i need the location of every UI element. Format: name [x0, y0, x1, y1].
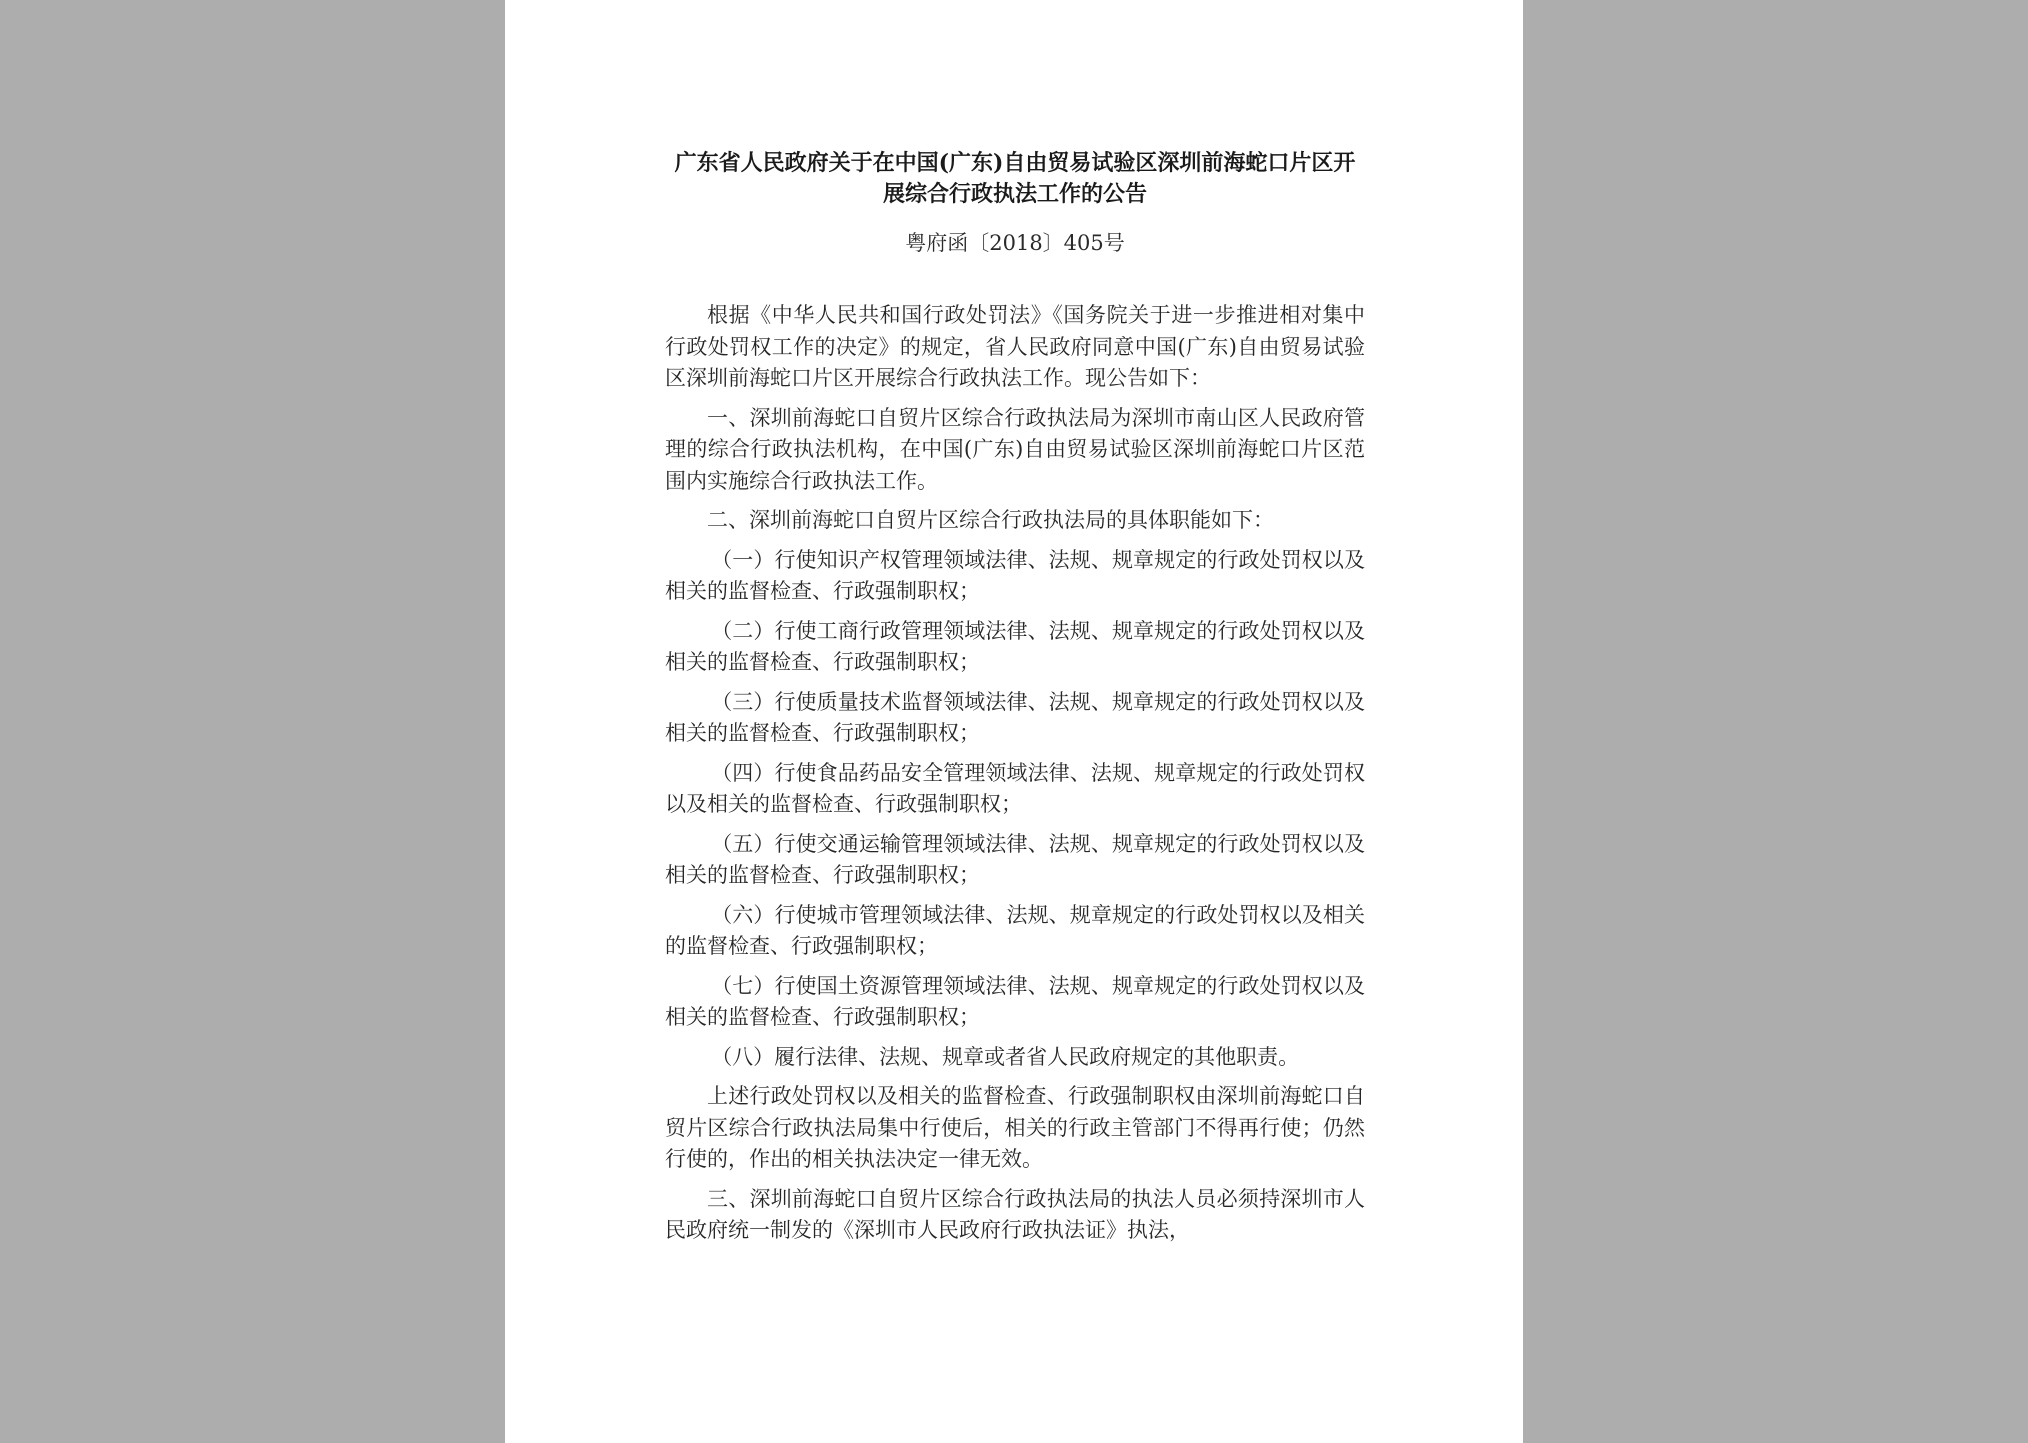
paragraph-item-7: （七）行使国土资源管理领域法律、法规、规章规定的行政处罚权以及相关的监督检查、行政强制职权； — [665, 973, 1365, 1029]
document-number: 粤府函〔2018〕405号 — [905, 231, 1125, 255]
paragraph-item-1: （一）行使知识产权管理领域法律、法规、规章规定的行政处罚权以及相关的监督检查、行政强制职权； — [665, 547, 1365, 603]
paragraph-item-4: （四）行使食品药品安全管理领域法律、法规、规章规定的行政处罚权以及相关的监督检查、行政强制职权； — [665, 760, 1365, 816]
paragraph-item-3: （三）行使质量技术监督领域法律、法规、规章规定的行政处罚权以及相关的监督检查、行政强制职权； — [665, 689, 1365, 745]
paragraph-section-3: 三、深圳前海蛇口自贸片区综合行政执法局的执法人员必须持深圳市人民政府统一制发的《深圳市人民政府行政执法证》执法， — [665, 1186, 1365, 1242]
paragraph-section-2: 二、深圳前海蛇口自贸片区综合行政执法局的具体职能如下： — [707, 508, 1274, 532]
paragraph-preamble: 根据《中华人民共和国行政处罚法》《国务院关于进一步推进相对集中行政处罚权工作的决定》的规定，省人民政府同意中国(广东)自由贸易试验区深圳前海蛇口片区开展综合行政执法工作。现公告如下： — [665, 303, 1365, 390]
document-body — [665, 300, 1365, 1247]
document-content — [665, 148, 1365, 1247]
paragraph-section-1: 一、深圳前海蛇口自贸片区综合行政执法局为深圳市南山区人民政府管理的综合行政执法机构，在中国(广东)自由贸易试验区深圳前海蛇口片区范围内实施综合行政执法工作。 — [665, 405, 1365, 493]
paragraph-item-5: （五）行使交通运输管理领域法律、法规、规章规定的行政处罚权以及相关的监督检查、行政强制职权； — [665, 831, 1365, 887]
paragraph-item-2: （二）行使工商行政管理领域法律、法规、规章规定的行政处罚权以及相关的监督检查、行政强制职权； — [665, 618, 1365, 674]
document-title: 广东省人民政府关于在中国(广东)自由贸易试验区深圳前海蛇口片区开展综合行政执法工作的公告 — [674, 150, 1356, 207]
paragraph-item-6: （六）行使城市管理领域法律、法规、规章规定的行政处罚权以及相关的监督检查、行政强制职权； — [665, 902, 1365, 958]
paragraph-item-8: （八）履行法律、法规、规章或者省人民政府规定的其他职责。 — [711, 1044, 1300, 1069]
document-page — [505, 0, 1523, 1443]
paragraph-summary: 上述行政处罚权以及相关的监督检查、行政强制职权由深圳前海蛇口自贸片区综合行政执法局集中行使后，相关的行政主管部门不得再行使；仍然行使的，作出的相关执法决定一律无效。 — [665, 1084, 1365, 1171]
